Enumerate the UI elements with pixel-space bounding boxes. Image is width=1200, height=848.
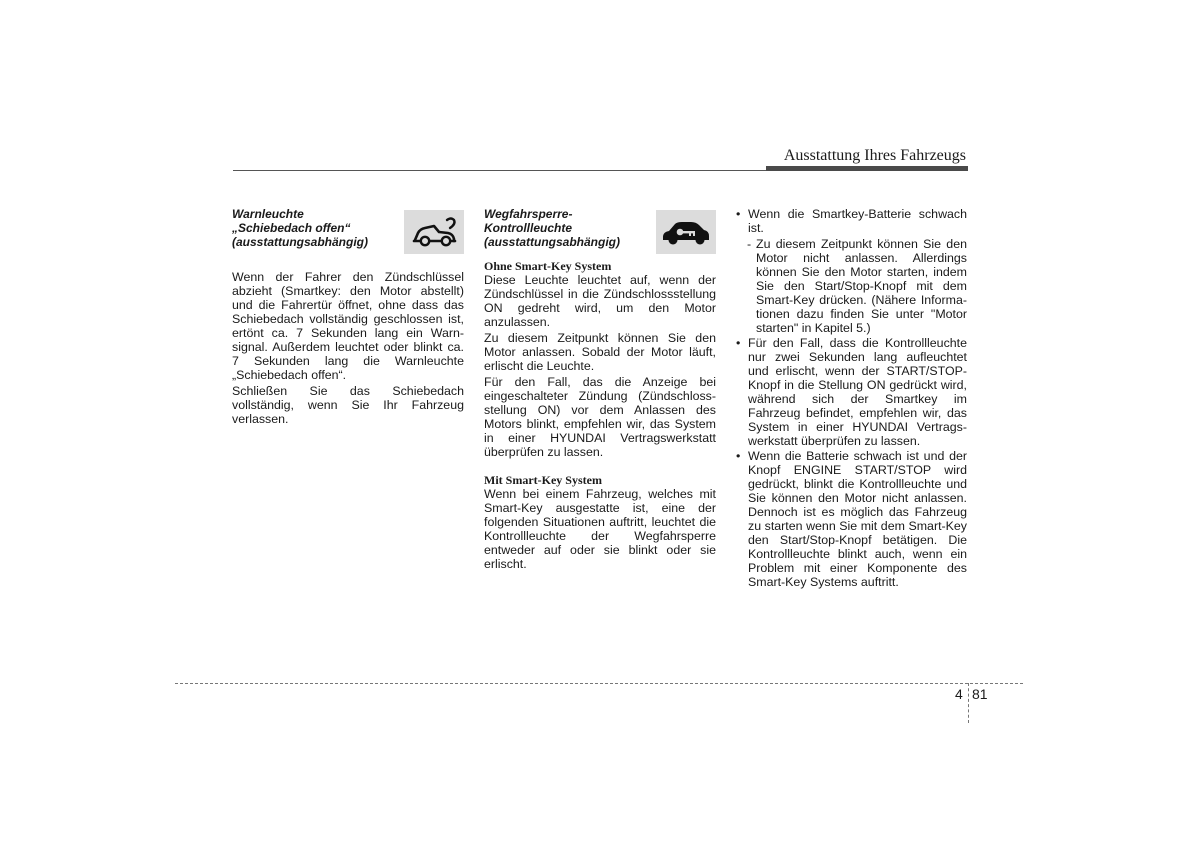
bullet-marker: • — [736, 336, 741, 350]
bullet-marker: • — [736, 449, 741, 463]
column-immobilizer — [484, 207, 716, 573]
sub-list-item: - Zu diesem Zeitpunkt können Sie den Motor nicht anlassen. Allerdings können Sie den Motor starten, indem Sie den Start/Stop-Knopf mit dem Smart-Key drücken. (Nähere Informationen dazu finden Sie unter "Motor starten" in Kapitel 5.) — [747, 237, 967, 335]
subheading-without-smartkey: Ohne Smart-Key System — [484, 259, 612, 273]
column-sunroof-warning — [232, 207, 464, 428]
paragraph: Wenn der Fahrer den Zündschlüssel abzieht (Smartkey: den Motor abstellt) und die Fahrertür öffnet, ohne dass das Schiebedach vollständig geschlossen ist, ertönt ca. 7 Sekunden lang ein Warnsignal. Außerdem leuchtet oder blinkt ca. 7 Sekunden lang die Warnleuchte „Schiebedach offen“. — [232, 270, 464, 382]
bullet-list — [735, 207, 967, 589]
page-number: 81 — [972, 686, 988, 702]
subheading-with-smartkey: Mit Smart-Key System — [484, 473, 602, 487]
column-smartkey-notes — [735, 207, 967, 590]
bullet-marker: • — [736, 207, 741, 221]
footer-rule — [175, 683, 1023, 684]
list-item: • Wenn die Batterie schwach ist und der Knopf ENGINE START/STOP wird gedrückt, blinkt die Kontrollleuchte und Sie können den Motor nicht anlassen. Dennoch ist es möglich das Fahrzeug zu starten wenn Sie mit dem Smart-Key den Start/Stop-Knopf betätigen. Die Kontrollleuchte blinkt auch, wenn ein Problem mit einer Komponente des Smart-Key Systems auftritt. — [736, 449, 967, 589]
paragraph: Diese Leuchte leuchtet auf, wenn der Zündschlüssel in die Zündschlossstellung ON gedreht wird, um den Motor anzulassen. — [484, 273, 716, 329]
header-rule-accent — [766, 166, 968, 171]
chapter-number: 4 — [955, 686, 963, 702]
paragraph: Wenn bei einem Fahrzeug, welches mit Smart-Key ausgestatte ist, eine der folgenden Situationen auftritt, leuchtet die Kontrollleuchte der Wegfahrsperre entweder auf oder sie blinkt oder sie erlischt. — [484, 487, 716, 571]
list-item: • Wenn die Smartkey-Batterie schwach ist. - Zu diesem Zeitpunkt können Sie den Motor nicht anlassen. Allerdings können Sie den Motor starten, indem Sie den Start/Stop-Knopf mit dem Smart-Key drücken. (Nähere Informationen dazu finden Sie unter "Motor starten" in Kapitel 5.) — [736, 207, 967, 335]
footer-divider — [968, 683, 969, 723]
paragraph: Zu diesem Zeitpunkt können Sie den Motor anlassen. Sobald der Motor läuft, erlischt die Leuchte. — [484, 331, 716, 373]
sunroof-open-warning-icon — [404, 210, 464, 254]
immobilizer-car-key-icon — [656, 210, 716, 254]
immobilizer-heading: Wegfahrsperre- Kontrollleuchte (ausstattungsabhängig) — [484, 207, 621, 249]
sunroof-warning-heading: Warnleuchte „Schiebedach offen“ (ausstattungsabhängig) — [232, 207, 369, 249]
list-item: • Für den Fall, dass die Kontrollleuchte nur zwei Sekunden lang aufleuchtet und erlischt, wenn der START/STOP-Knopf in die Stellung ON gedrückt wird, während sich der Smartkey im Fahrzeug befindet, empfehlen wir, das System in einer HYUNDAI Vertragswerkstatt überprüfen zu lassen. — [736, 336, 967, 448]
paragraph: Schließen Sie das Schiebedach vollständig, wenn Sie Ihr Fahrzeug verlassen. — [232, 384, 464, 426]
dash-marker: - — [747, 237, 752, 251]
section-title: Ausstattung Ihres Fahrzeugs — [783, 147, 966, 164]
paragraph: Für den Fall, das die Anzeige bei eingeschalteter Zündung (Zündschlossstellung ON) vor dem Anlassen des Motors blinkt, empfehlen wir, das System in einer HYUNDAI Vertragswerkstatt überprüfen zu lassen. — [484, 375, 716, 459]
